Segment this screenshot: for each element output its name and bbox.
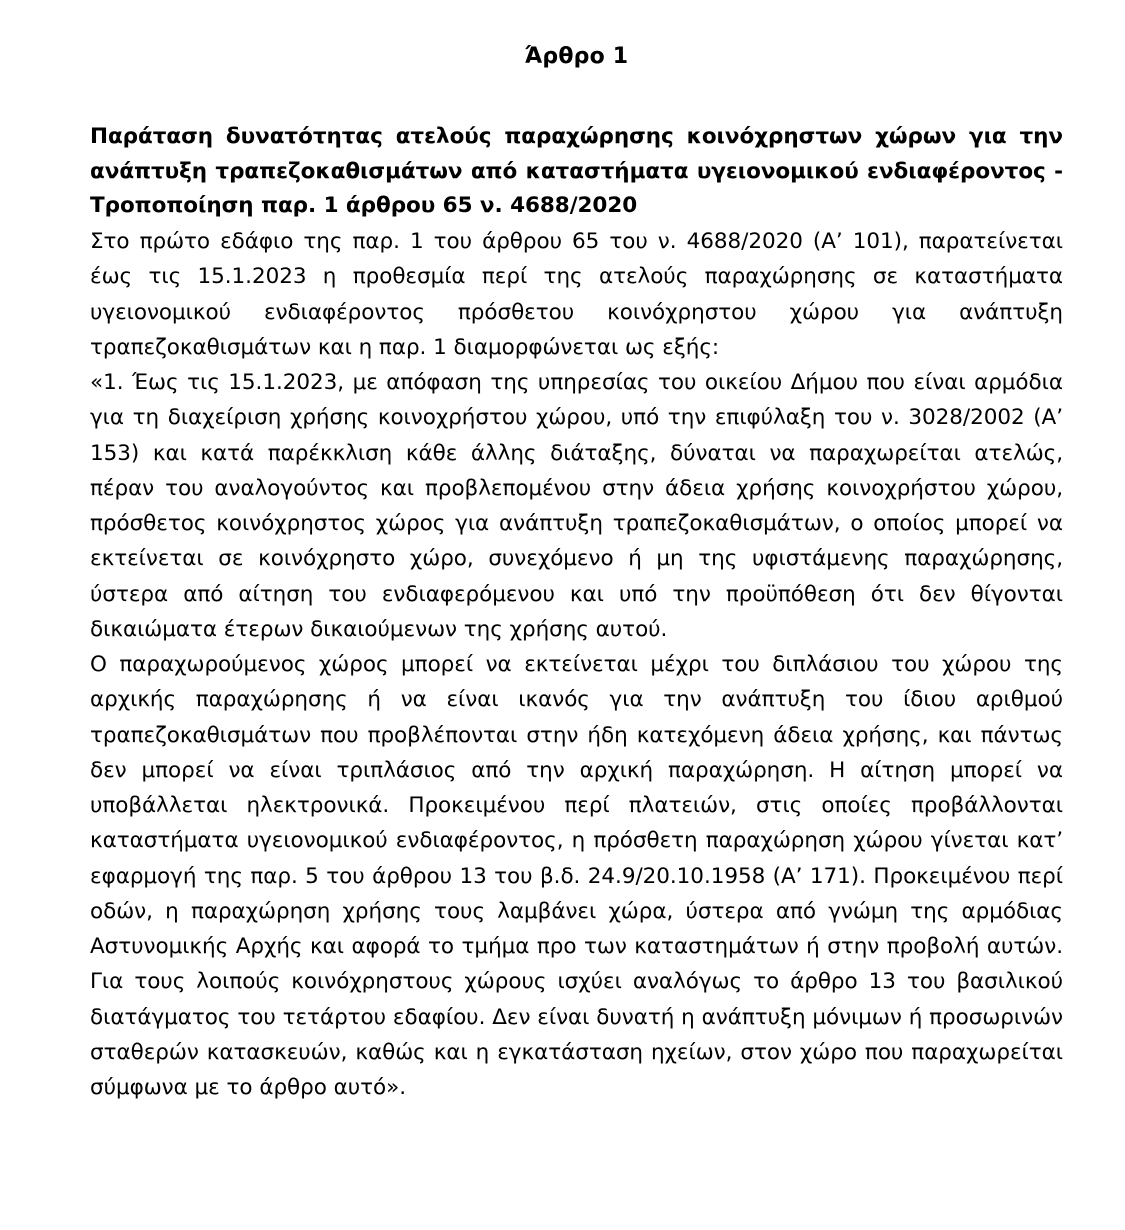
paragraph-intro: Στο πρώτο εδάφιο της παρ. 1 του άρθρου 65 του ν. 4688/2020 (Α’ 101), παρατείνεται έως τις 15.1.2023 η προθεσμία περί της ατελούς παραχώρησης σε καταστήματα υγειονομικού ενδιαφέροντος πρόσθετου κοινόχρηστου χώρου για ανάπτυξη τραπεζοκαθισμάτων και η παρ. 1 διαμορφώνεται ως εξής:: [90, 229, 1063, 360]
paragraph-quoted-provision-1: «1. Έως τις 15.1.2023, με απόφαση της υπηρεσίας του οικείου Δήμου που είναι αρμόδια για τη διαχείριση χρήσης κοινοχρήστου χώρου, υπό την επιφύλαξη του ν. 3028/2002 (Α’ 153) και κατά παρέκκλιση κάθε άλλης διάταξης, δύναται να παραχωρείται ατελώς, πέραν του αναλογούντος και προβλεπομένου στην άδεια χρήσης κοινοχρήστου χώρου, πρόσθετος κοινόχρηστος χώρος για ανάπτυξη τραπεζοκαθισμάτων, ο οποίος μπορεί να εκτείνεται σε κοινόχρηστο χώρο, συνεχόμενο ή μη της υφιστάμενης παραχώρησης, ύστερα από αίτηση του ενδιαφερόμενου και υπό την προϋπόθεση ότι δεν θίγονται δικαιώματα έτερων δικαιούμενων της χρήσης αυτού.: [90, 370, 1063, 642]
article-title: Άρθρο 1: [524, 44, 629, 69]
paragraph-quoted-provision-2: Ο παραχωρούμενος χώρος μπορεί να εκτείνεται μέχρι του διπλάσιου του χώρου της αρχικής παραχώρησης ή να είναι ικανός για την ανάπτυξη του ίδιου αριθμού τραπεζοκαθισμάτων που προβλέπονται στην ήδη κατεχόμενη άδεια χρήσης, και πάντως δεν μπορεί να είναι τριπλάσιος από την αρχική παραχώρηση. Η αίτηση μπορεί να υποβάλλεται ηλεκτρονικά. Προκειμένου περί πλατειών, στις οποίες προβάλλονται καταστήματα υγειονομικού ενδιαφέροντος, η πρόσθετη παραχώρηση χώρου γίνεται κατ’ εφαρμογή της παρ. 5 του άρθρου 13 του β.δ. 24.9/20.10.1958 (Α’ 171). Προκειμένου περί οδών, η παραχώρηση χρήσης τους λαμβάνει χώρα, ύστερα από γνώμη της αρμόδιας Αστυνομικής Αρχής και αφορά το τμήμα προ των καταστημάτων ή στην προβολή αυτών. Για τους λοιπούς κοινόχρηστους χώρους ισχύει αναλόγως το άρθρο 13 του βασιλικού διατάγματος του τετάρτου εδαφίου. Δεν είναι δυνατή η ανάπτυξη μόνιμων ή προσωρινών σταθερών κατασκευών, καθώς και η εγκατάσταση ηχείων, στον χώρο που παραχωρείται σύμφωνα με το άρθρο αυτό».: [90, 652, 1063, 1101]
document-content: [90, 0, 1063, 1105]
document-heading: Παράταση δυνατότητας ατελούς παραχώρησης κοινόχρηστων χώρων για την ανάπτυξη τραπεζοκαθισμάτων από καταστήματα υγειονομικού ενδιαφέροντος - Τροποποίηση παρ. 1 άρθρου 65 ν. 4688/2020: [90, 123, 1063, 219]
